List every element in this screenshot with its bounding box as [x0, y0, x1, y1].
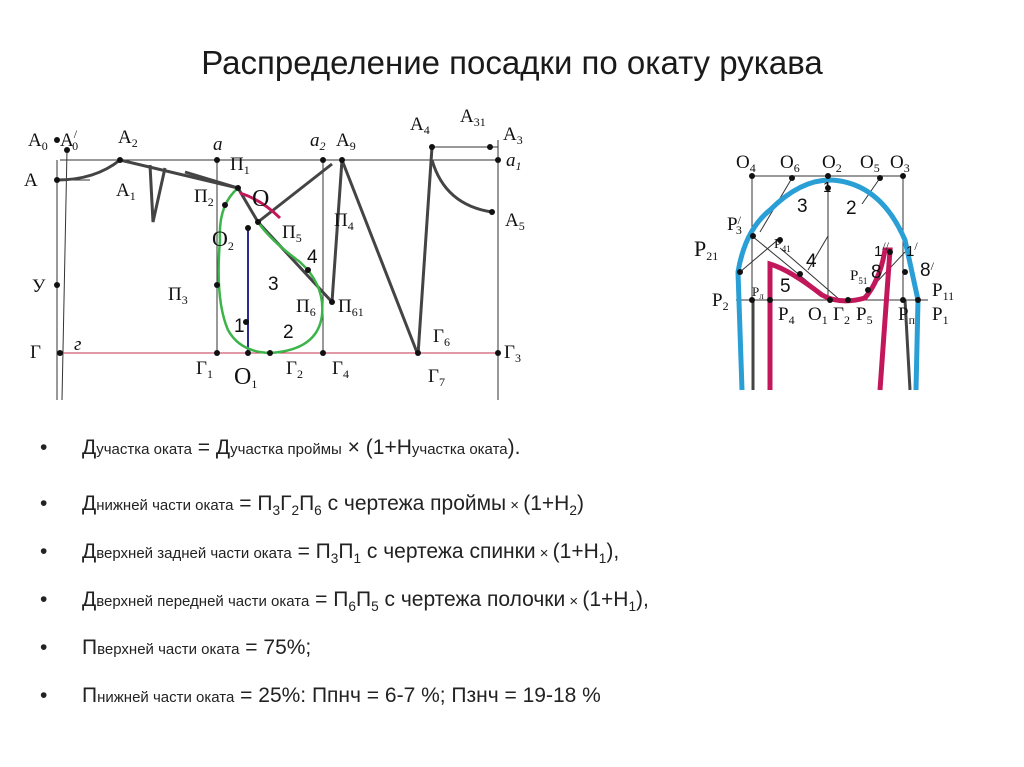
- label-a5: $А_5$: [505, 210, 525, 233]
- label-a9: $А_9$: [336, 130, 356, 153]
- label-p6: $П_6$: [296, 296, 316, 319]
- label-p4: $П_4$: [334, 210, 354, 233]
- label-g-lower: г: [74, 334, 82, 355]
- label-a31: $А_{31}$: [460, 106, 486, 129]
- label-a: А: [24, 170, 38, 191]
- rlabel-o3: $О_3$: [890, 152, 910, 175]
- label-a1: $А_1$: [116, 180, 136, 203]
- label-num-2: 2: [283, 322, 294, 343]
- label-p1: $П_1$: [230, 154, 250, 177]
- rlabel-n4: 4: [806, 251, 817, 272]
- rlabel-p3: Р/ 3: [727, 213, 742, 237]
- rlabel-o1: $О_1$: [808, 304, 828, 327]
- label-g2: $Г_2$: [286, 358, 303, 381]
- rlabel-n1pp: 1//: [874, 239, 890, 260]
- rlabel-g2: $Г_2$: [833, 304, 850, 327]
- rlabel-p5: $Р_5$: [856, 304, 873, 327]
- slide-title: Распределение посадки по окату рукава: [201, 44, 823, 81]
- label-o1: О1: [234, 364, 258, 391]
- label-a0: $А_0$: [28, 130, 48, 153]
- label-a0-prime: А/ 0: [60, 127, 79, 153]
- rlabel-n5: 5: [780, 276, 791, 297]
- rlabel-p51: $Р_{51}$: [850, 268, 868, 286]
- label-o2: О2: [212, 226, 234, 253]
- label-g3: $Г_3$: [504, 342, 521, 365]
- label-u: У: [32, 276, 46, 297]
- rlabel-o2: $О_2$: [822, 152, 842, 175]
- label-g6: $Г_6$: [433, 326, 450, 349]
- label-num-4: 4: [307, 247, 318, 268]
- label-a2: $А_2$: [118, 127, 138, 150]
- rlabel-p2: $Р_2$: [712, 290, 729, 313]
- label-a-lower: a: [213, 134, 223, 155]
- label-a2-lower: $a_2$: [310, 130, 326, 153]
- rlabel-o5: $О_5$: [860, 152, 880, 175]
- label-p2: $П_2$: [194, 186, 214, 209]
- label-g1: $Г_1$: [196, 358, 213, 381]
- label-p3: $П_3$: [168, 284, 188, 307]
- rlabel-p11: $Р_{11}$: [932, 280, 955, 303]
- label-num-3: 3: [268, 274, 279, 295]
- rlabel-n3: 3: [797, 196, 808, 217]
- rlabel-n2: 2: [846, 198, 857, 219]
- rlabel-n8p: 8/: [920, 259, 934, 281]
- rlabel-n1p: 1/: [906, 239, 918, 260]
- label-a3: $А_3$: [503, 124, 523, 147]
- rlabel-p4: $Р_4$: [778, 304, 795, 327]
- rlabel-o6: $О_6$: [780, 152, 800, 175]
- label-a1-lower: $a_1$: [506, 150, 522, 173]
- label-p61: $П_{61}$: [338, 296, 364, 319]
- label-num-1: 1: [234, 316, 245, 337]
- label-g7: $Г_7$: [428, 366, 445, 389]
- rlabel-n1: 1: [823, 179, 832, 196]
- label-a4: $А_4$: [410, 114, 430, 137]
- rlabel-pn: $Р_п$: [898, 304, 915, 327]
- rlabel-pl: $Р_л$: [752, 284, 764, 301]
- rlabel-p21: Р21: [694, 236, 719, 263]
- rlabel-p41: $Р_{41}$: [774, 237, 791, 254]
- rlabel-o4: $О_4$: [736, 152, 756, 175]
- label-p5: $П_5$: [282, 222, 302, 245]
- label-g4: $Г_4$: [332, 358, 349, 381]
- rlabel-p1: $Р_1$: [932, 304, 949, 327]
- bullet-dot: •: [40, 436, 48, 459]
- label-g: Г: [30, 342, 41, 363]
- rlabel-n8: 8: [871, 262, 882, 283]
- label-o: О: [252, 186, 270, 212]
